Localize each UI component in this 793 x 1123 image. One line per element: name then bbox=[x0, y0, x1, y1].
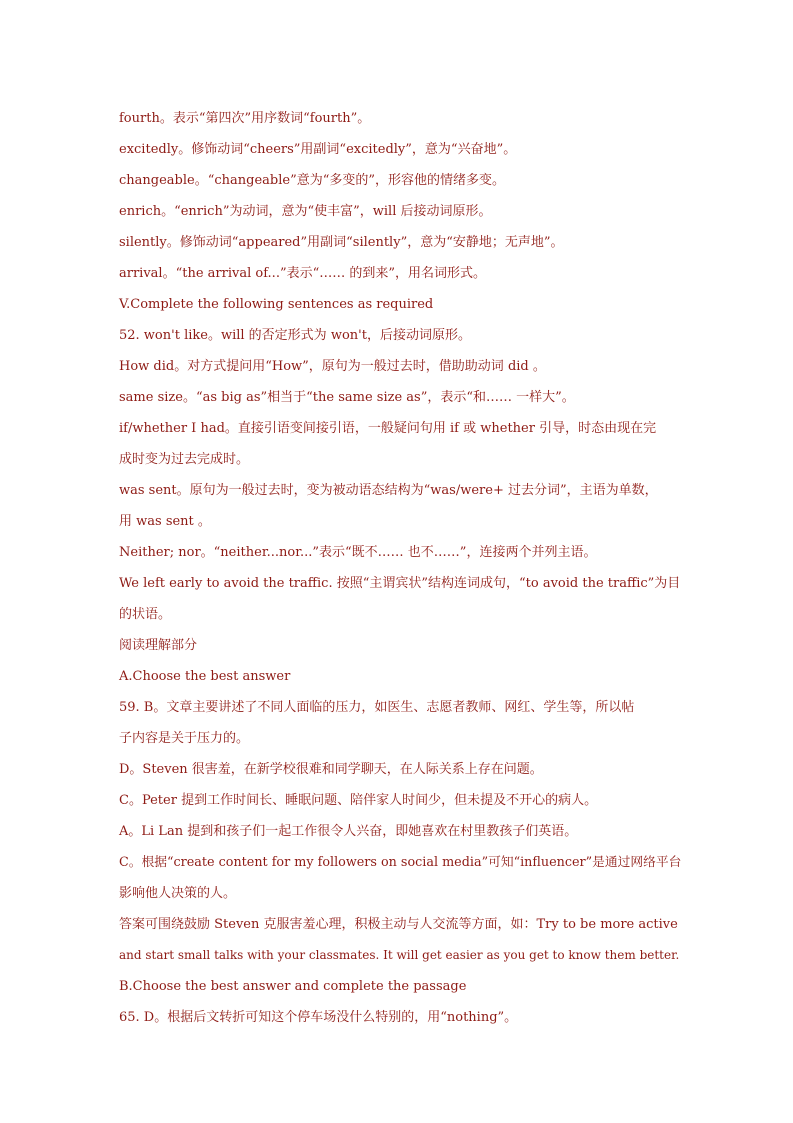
text-line: was sent。原句为一般过去时，变为被动语态结构为“was/were+ 过去分词”，主语为单数， bbox=[119, 483, 658, 498]
text-line: same size。“as big as”相当于“the same size as”，表示“和…… 一样大”。 bbox=[119, 390, 575, 405]
text-line: 52. won't like。will 的否定形式为 won't，后接动词原形。 bbox=[119, 328, 471, 343]
section-heading: A.Choose the best answer bbox=[119, 669, 291, 684]
text-line: We left early to avoid the traffic. 按照“主谓宾状”结构连词成句，“to avoid the traffic”为目 bbox=[119, 576, 681, 591]
text-line: C。根据“create content for my followers on social media”可知“influencer”是通过网络平台 bbox=[119, 855, 682, 870]
text-line: fourth。表示“第四次”用序数词“fourth”。 bbox=[119, 111, 371, 126]
text-line: 子内容是关于压力的。 bbox=[119, 731, 250, 746]
text-line: How did。对方式提问用“How”，原句为一般过去时，借助助动词 did 。 bbox=[119, 359, 546, 374]
section-heading: 阅读理解部分 bbox=[119, 638, 198, 653]
answer-key-text bbox=[119, 103, 689, 1033]
text-line: 用 was sent 。 bbox=[119, 514, 211, 529]
text-line: if/whether I had。直接引语变间接引语，一般疑问句用 if 或 whether 引导，时态由现在完 bbox=[119, 421, 657, 436]
text-line: D。Steven 很害羞，在新学校很难和同学聊天，在人际关系上存在问题。 bbox=[119, 762, 543, 777]
text-line: and start small talks with your classmates. It will get easier as you get to know them better. bbox=[119, 948, 680, 962]
text-line: 影响他人决策的人。 bbox=[119, 886, 237, 901]
text-line: C。Peter 提到工作时间长、睡眠问题、陪伴家人时间少，但未提及不开心的病人。 bbox=[119, 793, 598, 808]
section-heading: B.Choose the best answer and complete the passage bbox=[119, 979, 467, 994]
section-heading: V.Complete the following sentences as required bbox=[119, 297, 434, 312]
text-line: silently。修饰动词“appeared”用副词“silently”，意为“安静地；无声地”。 bbox=[119, 235, 564, 250]
text-line: 答案可围绕鼓励 Steven 克服害羞心理，积极主动与人交流等方面，如：Try to be more active bbox=[119, 917, 678, 932]
text-line: 的状语。 bbox=[119, 607, 172, 622]
text-line: 成时变为过去完成时。 bbox=[119, 452, 250, 467]
text-line: enrich。“enrich”为动词，意为“使丰富”，will 后接动词原形。 bbox=[119, 204, 492, 219]
text-line: arrival。“the arrival of...”表示“…… 的到来”，用名词形式。 bbox=[119, 266, 487, 281]
text-line: Neither; nor。“neither...nor...”表示“既不…… 也不……”，连接两个并列主语。 bbox=[119, 545, 597, 560]
text-line: changeable。“changeable”意为“多变的”，形容他的情绪多变。 bbox=[119, 173, 506, 188]
text-line: 65. D。根据后文转折可知这个停车场没什么特别的，用“nothing”。 bbox=[119, 1010, 518, 1025]
text-line: 59. B。文章主要讲述了不同人面临的压力，如医生、志愿者教师、网红、学生等，所以帖 bbox=[119, 700, 635, 715]
text-line: A。Li Lan 提到和孩子们一起工作很令人兴奋，即她喜欢在村里教孩子们英语。 bbox=[119, 824, 578, 839]
text-line: excitedly。修饰动词“cheers”用副词“excitedly”，意为“兴奋地”。 bbox=[119, 142, 517, 157]
